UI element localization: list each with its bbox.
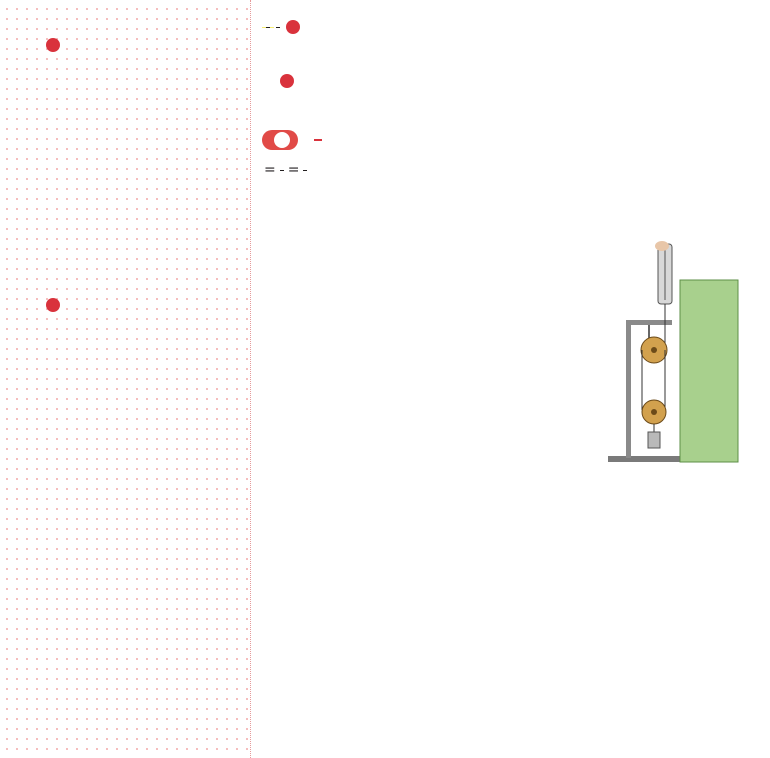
marker-3-icon bbox=[280, 74, 294, 88]
stand-pole bbox=[626, 320, 631, 458]
experiment-tag bbox=[314, 139, 322, 141]
formula-highlight bbox=[262, 27, 274, 28]
ruler bbox=[680, 280, 738, 462]
knowledge-point-header bbox=[262, 130, 330, 150]
tip-common-mistake bbox=[46, 298, 246, 316]
formula-line bbox=[262, 20, 762, 34]
knowledge-point-badge bbox=[262, 130, 298, 150]
tip-warm-reminder bbox=[46, 38, 246, 56]
experiment-principle: = = bbox=[262, 162, 309, 178]
efficiency-fraction bbox=[266, 27, 270, 28]
sidebar-separator bbox=[250, 0, 251, 758]
tip-number-icon bbox=[46, 38, 60, 52]
hand-icon bbox=[655, 241, 669, 251]
marker-2-icon bbox=[286, 20, 300, 34]
derived-fraction bbox=[276, 27, 280, 28]
physical-meaning bbox=[262, 70, 762, 97]
sidebar bbox=[0, 0, 248, 758]
tip-number-icon bbox=[46, 298, 60, 312]
hook-weight bbox=[648, 432, 660, 448]
pulley-apparatus-illustration bbox=[602, 240, 762, 468]
